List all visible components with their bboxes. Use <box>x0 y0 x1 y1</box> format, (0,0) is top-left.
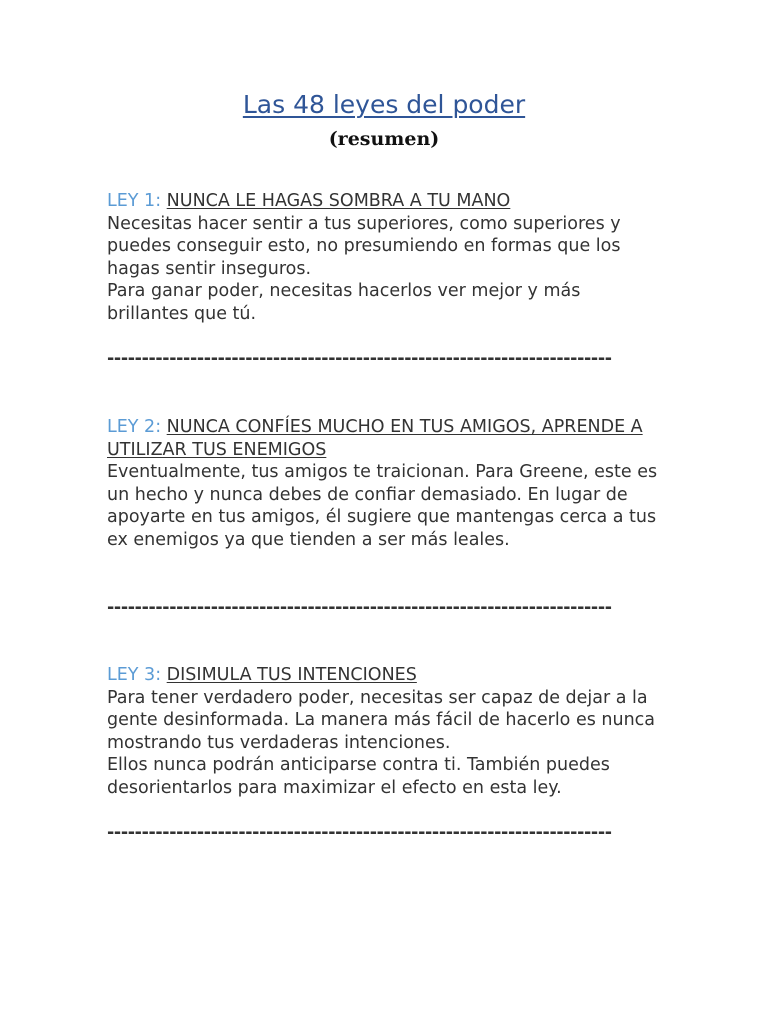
law-paragraph: Ellos nunca podrán anticiparse contra ti. También puedes desorientarlos para maximizar el efecto en esta ley. <box>107 755 610 798</box>
law-number: LEY 2: <box>107 417 162 437</box>
law-body <box>107 461 667 551</box>
section-divider: ------------------------------------------------------------------------- <box>107 598 612 618</box>
law-paragraph: Necesitas hacer sentir a tus superiores, como superiores y puedes conseguir esto, no presumiendo en formas que los hagas sentir inseguros. <box>107 213 621 279</box>
law-title: NUNCA CONFÍES MUCHO EN TUS AMIGOS, APRENDE A UTILIZAR TUS ENEMIGOS <box>107 417 643 460</box>
law-number: LEY 3: <box>107 665 162 685</box>
law-title: DISIMULA TUS INTENCIONES <box>166 665 417 685</box>
law-section-1 <box>107 190 667 326</box>
document-subtitle: (resumen) <box>328 128 440 150</box>
law-body <box>107 213 667 326</box>
law-section-2 <box>107 416 667 552</box>
law-heading <box>107 190 667 213</box>
section-divider: ------------------------------------------------------------------------- <box>107 823 612 843</box>
law-heading <box>107 416 667 461</box>
section-divider: ------------------------------------------------------------------------- <box>107 349 612 369</box>
document-title-text: Las 48 leyes del poder <box>242 90 526 119</box>
law-paragraph: Para ganar poder, necesitas hacerlos ver mejor y más brillantes que tú. <box>107 281 581 324</box>
law-heading <box>107 664 667 687</box>
law-section-3 <box>107 664 667 800</box>
document-title <box>0 88 768 122</box>
law-number: LEY 1: <box>107 191 162 211</box>
law-body <box>107 687 667 800</box>
law-paragraph: Para tener verdadero poder, necesitas ser capaz de dejar a la gente desinformada. La manera más fácil de hacerlo es nunca mostrando tus verdaderas intenciones. <box>107 687 656 753</box>
law-paragraph: Eventualmente, tus amigos te traicionan. Para Greene, este es un hecho y nunca debes de confiar demasiado. En lugar de apoyarte en tus amigos, él sugiere que mantengas cerca a tus ex enemigos ya que tienden a ser más leales. <box>107 462 658 550</box>
law-title: NUNCA LE HAGAS SOMBRA A TU MANO <box>166 191 511 211</box>
